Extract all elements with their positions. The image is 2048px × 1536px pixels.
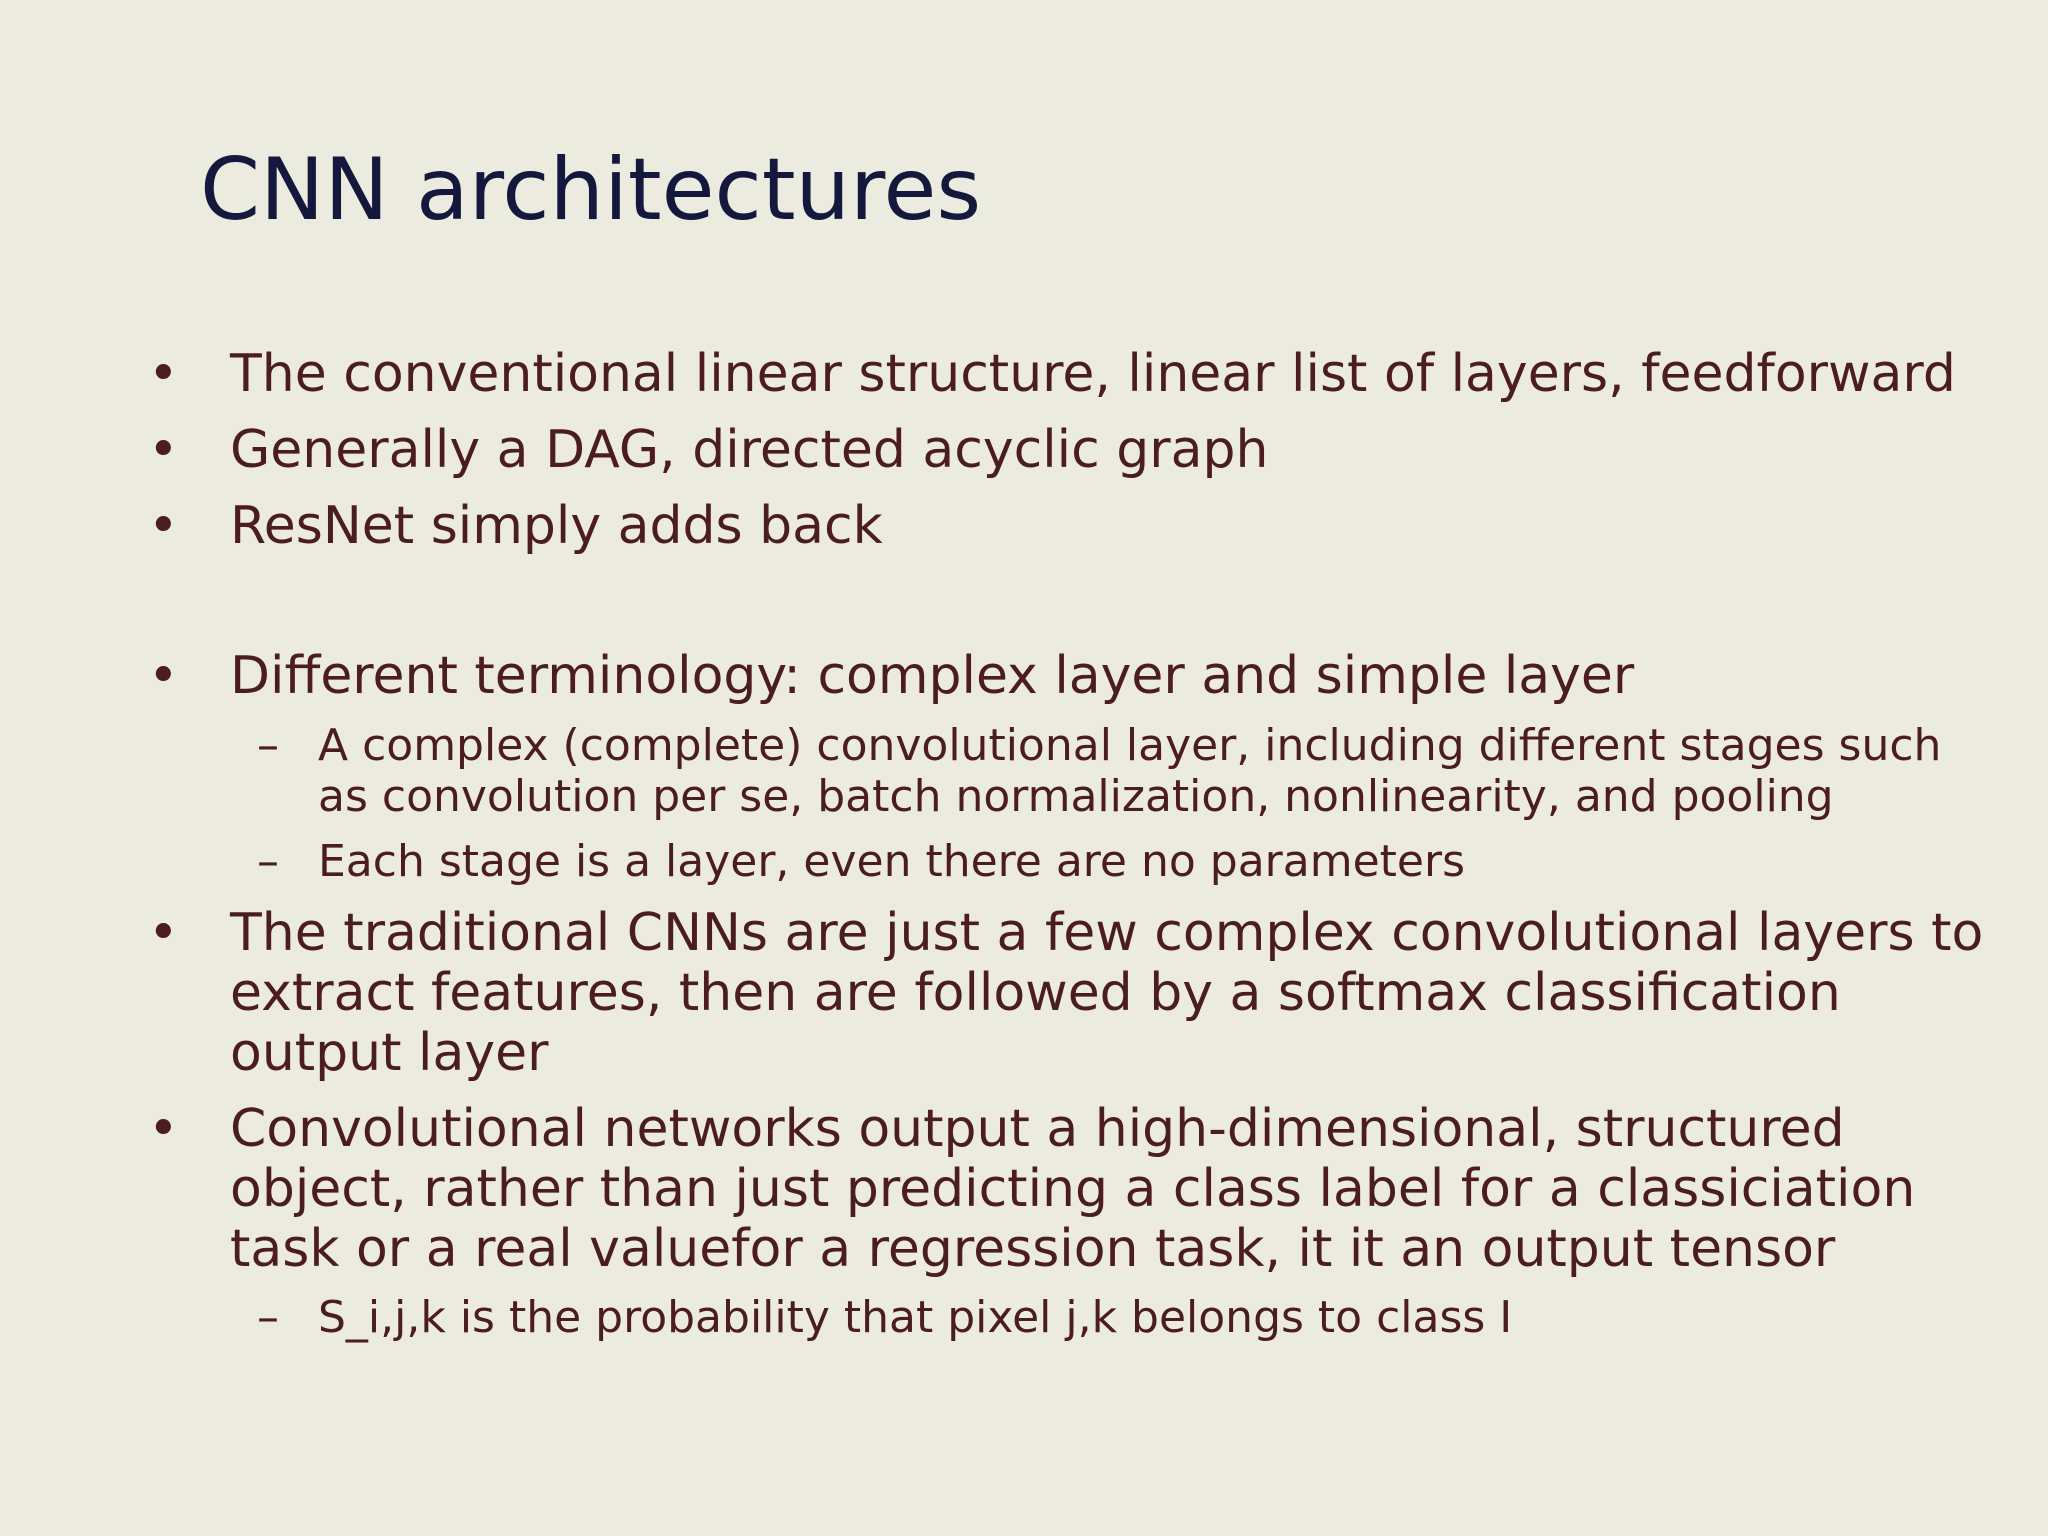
sub-bullet-text (318, 836, 1998, 887)
bullet-text (230, 1099, 1930, 1279)
bullet-text (230, 903, 1984, 1083)
sub-bullet-text (318, 1292, 1998, 1343)
bullet-line: object, rather than just predicting a class label for a classiciation (230, 1159, 1916, 1219)
bullet-line: Convolutional networks output a high-dimensional, structured (230, 1099, 1845, 1159)
bullet-line: The traditional CNNs are just a few complex convolutional layers to (230, 903, 1984, 963)
sub-bullet-text (318, 720, 1998, 822)
sub-bullet-line: Each stage is a layer, even there are no parameters (318, 836, 1465, 887)
bullet-marker: • (148, 646, 179, 706)
sub-bullet-line: A complex (complete) convolutional layer, including different stages such (318, 720, 1942, 771)
sub-bullet-marker: – (257, 836, 279, 887)
bullet-text: Generally a DAG, directed acyclic graph (230, 420, 1269, 480)
bullet-text: Different terminology: complex layer and simple layer (230, 646, 1635, 706)
bullet-marker: • (148, 903, 179, 963)
bullet-line: task or a real valuefor a regression task, it it an output tensor (230, 1219, 1836, 1279)
bullet-line: extract features, then are followed by a softmax classification (230, 963, 1841, 1023)
slide-title: CNN architectures (200, 140, 982, 240)
bullet-text: ResNet simply adds back (230, 496, 883, 556)
bullet-marker: • (148, 344, 179, 404)
bullet-marker: • (148, 420, 179, 480)
sub-bullet-marker: – (257, 720, 279, 771)
bullet-line: output layer (230, 1023, 549, 1083)
bullet-marker: • (148, 1099, 179, 1159)
bullet-marker: • (148, 496, 179, 556)
bullet-text: The conventional linear structure, linear list of layers, feedforward (230, 344, 1956, 404)
sub-bullet-line: S_i,j,k is the probability that pixel j,k belongs to class I (318, 1292, 1513, 1343)
sub-bullet-marker: – (257, 1292, 279, 1343)
sub-bullet-line: as convolution per se, batch normalization, nonlinearity, and pooling (318, 771, 1834, 822)
